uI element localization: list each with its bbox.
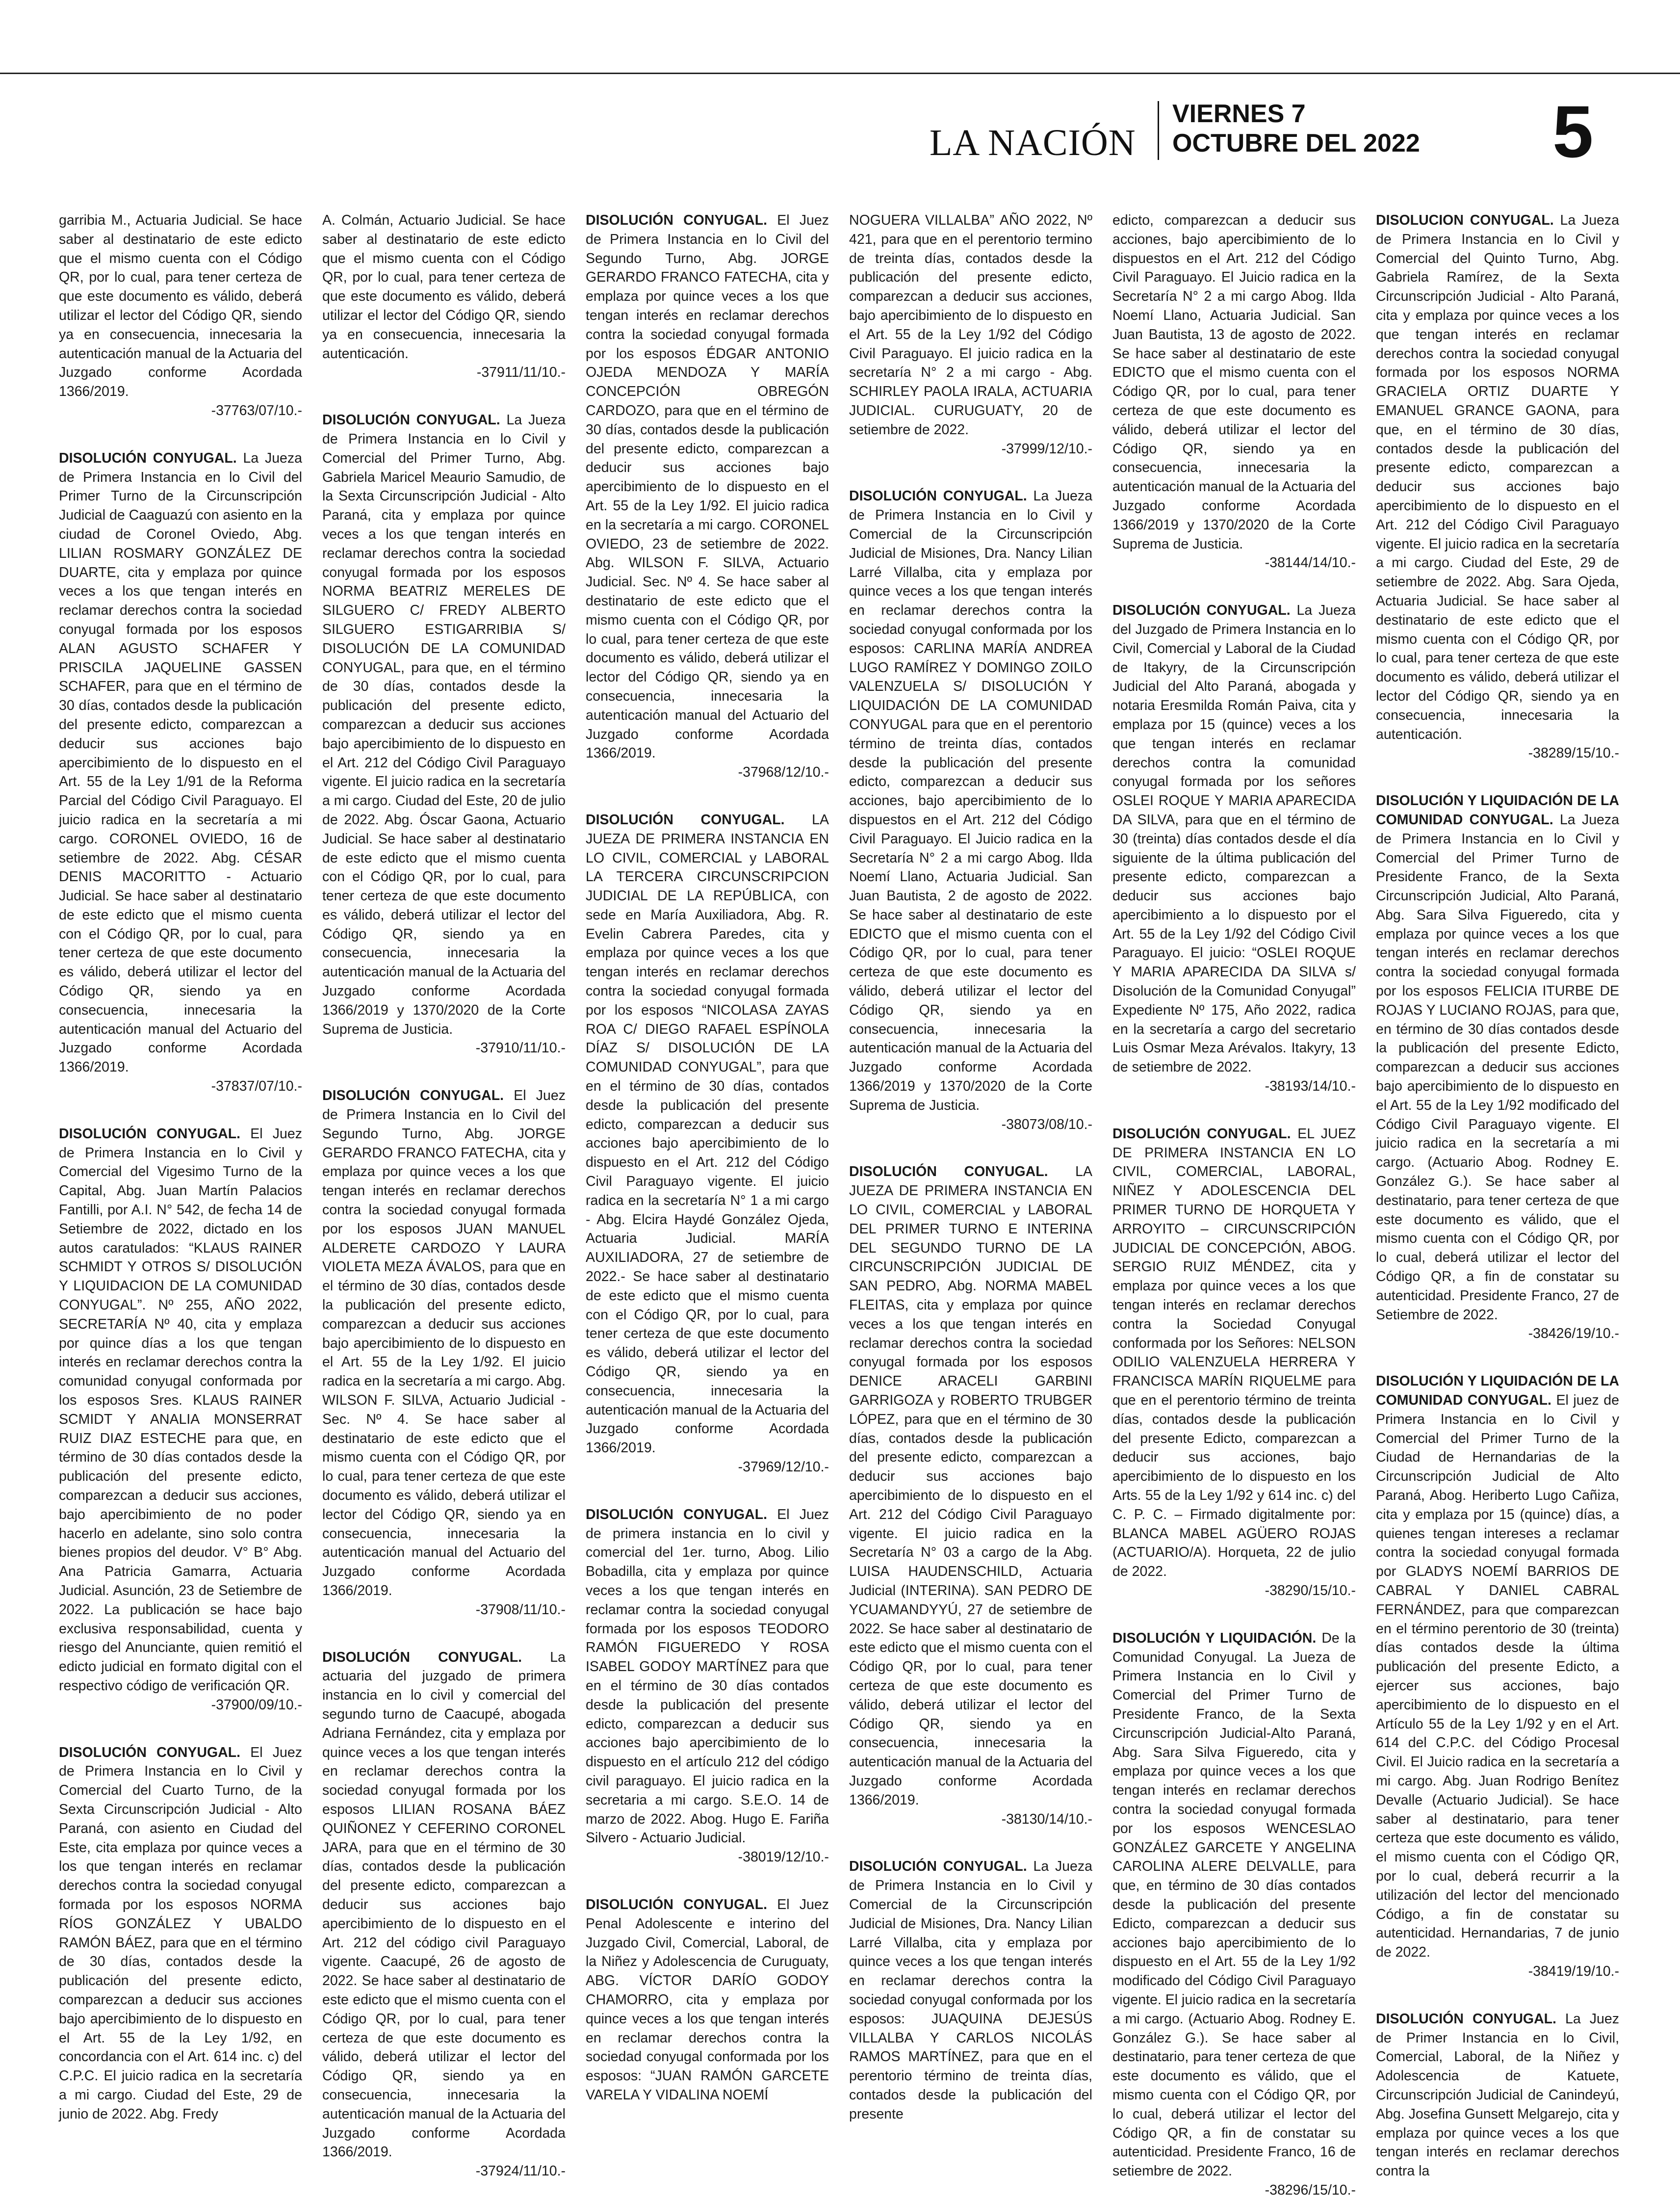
column-1 bbox=[59, 211, 303, 2122]
edict-notice bbox=[322, 1648, 566, 2181]
edict-notice bbox=[1376, 791, 1619, 1343]
edict-notice bbox=[849, 487, 1092, 1134]
notice-body: El Juez de primera instancia en lo civil y comercial del 1er. turno, Abog. Lilio Bobadilla, cita y emplaza por quince veces a los que tengan interés en reclamar contra la sociedad conyugal formada por los esposos TEODORO RAMÓN FIGUEREDO Y ROSA ISABEL GODOY MARTÍNEZ para que en el término de 30 días contados desde la publicación del presente edicto, comparezcan a deducir sus acciones bajo apercibimiento de lo dispuesto en el artículo 212 del código civil paraguayo. El juicio radica en la secretaria a mi cargo. S.E.O. 14 de marzo de 2022. Abog. Hugo E. Fariña Silvero - Actuario Judicial. bbox=[586, 1506, 829, 1846]
notice-reference: -38019/12/10.- bbox=[738, 1849, 829, 1865]
edict-notice bbox=[586, 211, 829, 782]
notice-body: El juez de Primera Instancia en lo Civil y Comercial del Primer Turno de la Ciudad de Hernandarias de la Circunscripción Judicial de Alto Paraná, Abog. Heriberto Lugo Cañiza, cita y emplaza por 15 (quince) días, a quienes tengan intereses a reclamar contra la sociedad conyugal formada por GLADYS NOEMÍ BARRIOS DE CABRAL Y DANIEL CABRAL FERNÁNDEZ, para que comparezcan en el término perentorio de 30 (treinta) días contados desde la última publicación del presente Edicto, a ejercer sus acciones, bajo apercibimiento de lo dispuesto en el Artículo 55 de la Ley 1/92 y en el Art. 614 del C.P.C. del Código Procesal Civil. El Juicio radica en la secretaría a mi cargo. Abg. Juan Rodrigo Benítez Devalle (Actuario Judicial). Se hace saber al destinatario, para tener certeza que este documento es válido, el mismo cuenta con el Código QR, por lo cual, deberá recurrir a la utilización del lector del mencionado Código, a fin de constatar su autenticidad. Hernandarias, 7 de junio de 2022. bbox=[1376, 1392, 1619, 1961]
notice-body: La Jueza de Primera Instancia en lo Civil y Comercial del Quinto Turno, Abg. Gabriela Ramírez, de la Sexta Circunscripción Judicial - Alto Paraná, cita y emplaza por quince veces a los que tengan interés en reclamar derechos contra la sociedad conyugal formada por los esposos NORMA GRACIELA ORTIZ DUARTE Y EMANUEL GRANCE GAONA, para que, en el término de 30 días, contados desde la publicación del presente edicto, comparezcan a deducir sus acciones bajo apercibimiento de lo dispuesto en el Art. 212 del Código Civil Paraguayo vigente. El juicio radica en la secretaría a mi cargo. Ciudad del Este, 29 de setiembre de 2022. Abg. Sara Ojeda, Actuaria Judicial. Se hace saber al destinatario de este edicto que el mismo cuenta con el Código QR, por lo cual, para tener certeza de que este documento es válido, deberá utilizar el lector del Código QR, siendo ya en consecuencia, innecesaria la autenticación. bbox=[1376, 212, 1620, 742]
notice-heading: DISOLUCIÓN CONYUGAL. bbox=[322, 1649, 522, 1665]
notice-heading: DISOLUCIÓN CONYUGAL. bbox=[586, 212, 768, 228]
page-number: 5 bbox=[1552, 90, 1594, 173]
notice-heading: DISOLUCIÓN CONYUGAL. bbox=[1112, 1126, 1291, 1142]
notice-heading: DISOLUCIÓN CONYUGAL. bbox=[59, 1744, 241, 1760]
notice-heading: DISOLUCIÓN CONYUGAL. bbox=[586, 1896, 768, 1912]
edict-notice bbox=[59, 211, 302, 420]
notice-heading: DISOLUCIÓN CONYUGAL. bbox=[59, 1126, 241, 1142]
notice-reference: -37924/11/10.- bbox=[475, 2163, 566, 2179]
notice-body: El Juez de Primera Instancia en lo Civil y Comercial del Vigesimo Turno de la Capital, Abg. Juan Martín Palacios Fantilli, por A.I. N° 542, de fecha 14 de Setiembre de 2022, dictado en los autos caratulados: “KLAUS RAINER SCHMIDT Y OTROS S/ DISOLUCIÓN Y LIQUIDACION DE LA COMUNIDAD CONYUGAL”. Nº 255, AÑO 2022, SECRETARÍA Nº 40, cita y emplaza por quince días a los que tengan interés en reclamar derechos contra la comunidad conyugal conformada por los esposos Sres. KLAUS RAINER SCMIDT Y ANALIA MONSERRAT RUIZ DIAZ ESTECHE para que, en término de 30 días contados desde la publicación del presente edicto, comparezcan a deducir sus acciones, bajo apercibimiento de no poder hacerlo en adelante, sino solo contra bienes propios del deudor. V° B° Abg. Ana Patricia Gamarra, Actuaria Judicial. Asunción, 23 de Setiembre de 2022. La publicación se hace bajo exclusiva responsabilidad, cuenta y riesgo del Anunciante, quien remitió el edicto judicial en formato digital con el respectivo código de verificación QR. bbox=[59, 1126, 302, 1694]
edict-notice bbox=[849, 1857, 1092, 2123]
notice-reference: -38419/19/10.- bbox=[1528, 1963, 1619, 1979]
notice-body: La Jueza de Primera Instancia en lo Civil y Comercial del Primer Turno de Presidente Franco, de la Sexta Circunscripción Judicial, Alto Paraná, Abg. Sara Silva Figueredo, cita y emplaza por quince veces a los que tengan interés en reclamar derechos contra la sociedad conyugal formada por los esposos FELICIA ITURBE DE ROJAS Y LUCIANO ROJAS, para que, en término de 30 días contados desde la publicación del presente Edicto, comparezcan a deducir sus acciones bajo apercibimiento de lo dispuesto en el Art. 55 de la Ley 1/92 modificado del Código Civil Paraguayo vigente. El juicio radica en la secretaría a mi cargo. (Actuario Abog. Rodney E. González G.). Se hace saber al destinatario, para tener certeza de que este documento es válido, que el mismo cuenta con el Código QR, por lo cual, deberá utilizar el lector del Código QR, a fin de constatar su autenticidad. Presidente Franco, 27 de Setiembre de 2022. bbox=[1376, 812, 1619, 1323]
notice-heading: DISOLUCIÓN Y LIQUIDACIÓN DE LA COMUNIDAD CONYUGAL. bbox=[1376, 1373, 1619, 1409]
notice-body: De la Comunidad Conyugal. La Jueza de Primera Instancia en lo Civil y Comercial del Primer Turno de Presidente Franco, de la Sexta Circunscripción Judicial-Alto Paraná, Abg. Sara Silva Figueredo, cita y emplaza por quince veces a los que tengan interés en reclamar derechos contra la sociedad conyugal formada por los esposos WENCESLAO GONZÁLEZ GARCETE Y ANGELINA CAROLINA ALERE DELVALLE, para que, en término de 30 días contados desde la publicación del presente Edicto, comparezcan a deducir sus acciones bajo apercibimiento de lo dispuesto en el Art. 55 de la Ley 1/92 modificado del Código Civil Paraguayo vigente. El juicio radica en la secretaría a mi cargo. (Actuario Abog. Rodney E. González G.). Se hace saber al destinatario, para tener certeza de que este documento es válido, que el mismo cuenta con el Código QR, por lo cual, deberá utilizar el lector del Código QR, a fin de constatar su autenticidad. Presidente Franco, 16 de setiembre de 2022. bbox=[1112, 1630, 1356, 2179]
notice-heading: DISOLUCION CONYUGAL. bbox=[1376, 212, 1554, 228]
notice-reference: -38144/14/10.- bbox=[1265, 555, 1356, 571]
notice-reference: -38426/19/10.- bbox=[1528, 1326, 1619, 1342]
issue-month-year: OCTUBRE DEL 2022 bbox=[1172, 129, 1420, 157]
notice-heading: DISOLUCIÓN CONYUGAL. bbox=[1376, 2011, 1556, 2027]
notice-reference: -37900/09/10.- bbox=[211, 1697, 302, 1713]
notice-body: La Jueza de Primera Instancia en lo Civil y Comercial de la Circunscripción Judicial de Misiones, Dra. Nancy Lilian Larré Villalba, cita y emplaza por quince veces a los que tengan interés en reclamar derechos contra la sociedad conyugal conformada por los esposos: JUAQUINA DEJESÚS VILLALBA Y CARLOS NICOLÁS RAMOS MARTÍNEZ, para que en el perentorio término de treinta días, contados desde la publicación del presente bbox=[849, 1859, 1093, 2122]
notice-body: edicto, comparezcan a deducir sus acciones, bajo apercibimiento de lo dispuestos en el Art. 212 del Código Civil Paraguayo. El Juicio radica en la Secretaría N° 2 a mi cargo Abog. Ilda Noemí Llano, Actuaria Judicial. San Juan Bautista, 13 de agosto de 2022. Se hace saber al destinatario de este EDICTO que el mismo cuenta con el Código QR, por lo cual, para tener certeza de que este documento es válido, deberá utilizar el lector del Código QR, siendo ya en consecuencia, innecesaria la autenticación manual de la Actuaria del Juzgado conforme Acordada 1366/2019 y 1370/2020 de la Corte Suprema de Justicia. bbox=[1112, 212, 1356, 552]
edict-notice bbox=[586, 1895, 829, 2105]
notice-heading: DISOLUCIÓN Y LIQUIDACIÓN DE LA COMUNIDAD CONYUGAL. bbox=[1376, 793, 1619, 828]
column-6 bbox=[1376, 211, 1620, 2179]
notice-reference: -37763/07/10.- bbox=[211, 402, 302, 419]
notice-reference: -37968/12/10.- bbox=[738, 764, 829, 781]
edict-notice bbox=[849, 1162, 1092, 1829]
column-3 bbox=[586, 211, 829, 2115]
notice-reference: -37908/11/10.- bbox=[475, 1601, 566, 1618]
notice-reference: -37969/12/10.- bbox=[738, 1459, 829, 1475]
masthead bbox=[883, 90, 1609, 173]
notice-reference: -38296/15/10.- bbox=[1265, 2182, 1356, 2198]
edict-notice bbox=[586, 811, 829, 1477]
notice-body: La actuaria del juzgado de primera instancia en lo civil y comercial del segundo turno de Caacupé, abogada Adriana Fernández, cita y emplaza por quince veces a los que tengan interés en reclamar derechos contra la sociedad conyugal formada por los esposos LILIAN ROSANA BÁEZ QUIÑONEZ Y CEFERINO CORONEL JARA, para que en el término de 30 días, contados desde la publicación del presente edicto, comparezcan a deducir sus acciones bajo apercibimiento de lo dispuesto en el Art. 212 del código civil Paraguayo vigente. Caacupé, 26 de agosto de 2022. Se hace saber al destinatario de este edicto que el mismo cuenta con el Código QR, por lo cual, para tener certeza de que este documento es válido, deberá utilizar el lector del Código QR, siendo ya en consecuencia, innecesaria la autenticación manual de la Actuaria del Juzgado conforme Acordada 1366/2019. bbox=[322, 1649, 566, 2160]
notice-heading: DISOLUCIÓN CONYUGAL. bbox=[849, 1859, 1027, 1875]
notice-reference: -37837/07/10.- bbox=[211, 1078, 302, 1095]
column-2 bbox=[322, 211, 566, 2179]
notice-heading: DISOLUCIÓN CONYUGAL. bbox=[849, 1164, 1048, 1180]
notice-body: La Jueza del Juzgado de Primera Instancia en lo Civil, Comercial y Laboral de la Ciudad de Itakyry, de la Circunscripción Judicial del Alto Paraná, abogada y notaria Eresmilda Román Paiva, cita y emplaza por 15 (quince) veces a los que tengan interés en reclamar derechos contra la comunidad conyugal formada por los señores OSLEI ROQUE Y MARIA APARECIDA DA SILVA, para que en el término de 30 (treinta) días contados desde el día siguiente de la última publicación del presente edicto, comparezcan a deducir sus acciones bajo apercibimiento a lo dispuesto por el Art. 55 de la Ley 1/92 del Código Civil Paraguayo. El juicio: “OSLEI ROQUE Y MARIA APARECIDA DA SILVA s/ Disolución de la Comunidad Conyugal” Expediente Nº 175, Año 2022, radica en la secretaría a cargo del secretario Luis Osmar Meza Arévalos. Itakyry, 13 de setiembre de 2022. bbox=[1112, 602, 1356, 1075]
edict-notice bbox=[1112, 601, 1356, 1096]
edict-notice bbox=[1376, 211, 1619, 763]
edict-notice bbox=[1112, 211, 1356, 573]
notice-body: garribia M., Actuaria Judicial. Se hace saber al destinatario de este edicto que el mismo cuenta con el Código QR, por lo cual, para tener certeza de que este documento es válido, deberá utilizar el lector del Código QR, siendo ya en consecuencia, innecesaria la autenticación manual de la Actuaria del Juzgado conforme Acordada 1366/2019. bbox=[59, 212, 302, 400]
notice-heading: DISOLUCIÓN CONYUGAL. bbox=[586, 1506, 768, 1522]
notice-reference: -38289/15/10.- bbox=[1528, 745, 1619, 761]
notice-heading: DISOLUCIÓN CONYUGAL. bbox=[322, 412, 500, 428]
notice-reference: -38073/08/10.- bbox=[1001, 1116, 1092, 1132]
notice-body: La Jueza de Primera Instancia en lo Civil y Comercial del Primer Turno, Abg. Gabriela Maricel Meaurio Samudio, de la Sexta Circunscripción Judicial - Alto Paraná, cita y emplaza por quince veces a los que tengan interés en reclamar derechos contra la sociedad conyugal formada por los esposos NORMA BEATRIZ MERELES DE SILGUERO C/ FREDY ALBERTO SILGUERO ESTIGARRIBIA S/ DISOLUCIÓN DE LA COMUNIDAD CONYUGAL, para que, en el término de 30 días, contados desde la publicación del presente edicto, comparezcan a deducir sus acciones bajo apercibimiento de lo dispuesto en el Art. 212 del Código Civil Paraguayo vigente. El juicio radica en la secretaría a mi cargo. Ciudad del Este, 20 de julio de 2022. Abg. Óscar Gaona, Actuario Judicial. Se hace saber al destinatario de este edicto que el mismo cuenta con el Código QR, por lo cual, para tener certeza de que este documento es válido, deberá utilizar el lector del Código QR, siendo ya en consecuencia, innecesaria la autenticación manual de la Actuaria del Juzgado conforme Acordada 1366/2019 y 1370/2020 de la Corte Suprema de Justicia. bbox=[322, 412, 566, 1037]
notice-body: LA JUEZA DE PRIMERA INSTANCIA EN LO CIVIL, COMERCIAL y LABORAL DEL PRIMER TURNO E INTERINA DEL SEGUNDO TURNO DE LA CIRCUNSCRIPCIÓN JUDICIAL DE SAN PEDRO, Abg. NORMA MABEL FLEITAS, cita y emplaza por quince veces a los que tengan interés en reclamar derechos contra la sociedad conyugal formada por los esposos DENICE ARACELI GARBINI GARRIGOZA y ROBERTO TRUBGER LÓPEZ, para que en el término de 30 días, contados desde la publicación del presente edicto, comparezcan a deducir sus acciones bajo apercibimiento de lo dispuesto en el Art. 212 del Código Civil Paraguayo vigente. El juicio radica en la Secretaría N° 03 a cargo de la Abg. LUISA HAUDENSCHILD, Actuaria Judicial (INTERINA). SAN PEDRO DE YCUAMANDYYÚ, 27 de setiembre de 2022. Se hace saber al destinatario de este edicto que el mismo cuenta con el Código QR, por lo cual, para tener certeza de que este documento es válido, deberá utilizar el lector del Código QR, siendo ya en consecuencia, innecesaria la autenticación manual de la Actuaria del Juzgado conforme Acordada 1366/2019. bbox=[849, 1164, 1093, 1808]
notice-heading: DISOLUCIÓN CONYUGAL. bbox=[586, 812, 785, 828]
notice-body: El Juez de Primera Instancia en lo Civil y Comercial del Cuarto Turno, de la Sexta Circunscripción Judicial - Alto Paraná, con asiento en Ciudad del Este, cita emplaza por quince veces a los que tengan interés en reclamar derechos contra la sociedad conyugal formada por los esposos NORMA RÍOS GONZÁLEZ Y UBALDO RAMÓN BÁEZ, para que en el término de 30 días, contados desde la publicación del presente edicto, comparezcan a deducir sus acciones bajo apercibimiento de lo dispuesto en el Art. 55 de la Ley 1/92, en concordancia con el Art. 614 inc. c) del C.P.C. El juicio radica en la secretaría a mi cargo. Ciudad del Este, 29 de junio de 2022. Abg. Fredy bbox=[59, 1744, 302, 2122]
notice-body: EL JUEZ DE PRIMERA INSTANCIA EN LO CIVIL, COMERCIAL, LABORAL, NIÑEZ Y ADOLESCENCIA DEL PRIMER TURNO DE HORQUETA Y ARROYITO – CIRCUNSCRIPCIÓN JUDICIAL DE CONCEPCIÓN, ABOG. SERGIO RUIZ MÉNDEZ, cita y emplaza por quince veces a los que tengan interés en reclamar derechos contra la Sociedad Conyugal conformada por los Señores: NELSON ODILIO VALENZUELA HERRERA Y FRANCISCA MARÍN RIQUELME para que en el perentorio término de treinta días, contados desde la publicación del presente Edicto, comparezcan a deducir sus acciones, bajo apercibimiento de lo dispuesto en los Arts. 55 de la Ley 1/92 y 614 inc. c) del C. P. C. – Firmado digitalmente por: BLANCA MABEL AGÜERO ROJAS (ACTUARIO/A). Horqueta, 22 de julio de 2022. bbox=[1112, 1126, 1356, 1580]
notice-heading: DISOLUCIÓN CONYUGAL. bbox=[59, 450, 237, 466]
notice-body: LA JUEZA DE PRIMERA INSTANCIA EN LO CIVIL, COMERCIAL y LABORAL LA TERCERA CIRCUNSCRIPCION JUDICIAL DE LA REPÚBLICA, con sede en María Auxiliadora, Abg. R. Evelin Cabrera Paredes, cita y emplaza por quince veces a los que tengan interés en reclamar derechos contra la sociedad conyugal formada por los esposos “NICOLASA ZAYAS ROA C/ DIEGO RAFAEL ESPÍNOLA DÍAZ S/ DISOLUCIÓN DE LA COMUNIDAD CONYUGAL”, para que en el término de 30 días, contados desde la publicación del presente edicto, comparezcan a deducir sus acciones bajo apercibimiento de lo dispuesto en el Art. 212 del Código Civil Paraguayo vigente. El juicio radica en la secretaría N° 1 a mi cargo - Abg. Elcira Haydé González Ojeda, Actuaria Judicial. MARÍA AUXILIADORA, 27 de setiembre de 2022.- Se hace saber al destinatario de este edicto que el mismo cuenta con el Código QR, por lo cual, para tener certeza de que este documento es válido, deberá utilizar el lector del Código QR, siendo ya en consecuencia, innecesaria la autenticación manual de la Actuaria del Juzgado conforme Acordada 1366/2019. bbox=[586, 812, 829, 1456]
notice-body: La Jueza de Primera Instancia en lo Civil del Primer Turno de la Circunscripción Judicial de Caaguazú con asiento en la ciudad de Coronel Oviedo, Abg. LILIAN ROSMARY GONZÁLEZ DE DUARTE, cita y emplaza por quince veces a los que tengan interés en reclamar derechos contra la sociedad conyugal formada por los esposos ALAN AGUSTO SCHAFER Y PRISCILA JAQUELINE GASSEN SCHAFER, para que en el término de 30 días, contados desde la publicación del presente edicto, comparezcan a deducir sus acciones bajo apercibimiento de lo dispuesto en el Art. 55 de la Ley 1/91 de la Reforma Parcial del Código Civil Paraguayo. El juicio radica en la secretaría a mi cargo. CORONEL OVIEDO, 16 de setiembre de 2022. Abg. CÉSAR DENIS MACORITTO - Actuario Judicial. Se hace saber al destinatario de este edicto que el mismo cuenta con el Código QR, por lo cual, para tener certeza de que este documento es válido, deberá utilizar el lector del Código QR, siendo ya en consecuencia, innecesaria la autenticación manual del Actuario del Juzgado conforme Acordada 1366/2019. bbox=[59, 450, 303, 1075]
issue-date bbox=[1172, 99, 1420, 158]
edict-notice bbox=[849, 211, 1092, 458]
header-rule bbox=[0, 73, 1680, 74]
notice-body: A. Colmán, Actuario Judicial. Se hace saber al destinatario de este edicto que el mismo cuenta con el Código QR, por lo cual, para tener certeza de que este documento es válido, deberá utilizar el lector del Código QR, siendo ya en consecuencia, innecesaria la autenticación. bbox=[322, 212, 566, 362]
notice-reference: -37910/11/10.- bbox=[475, 1040, 566, 1056]
edict-notice bbox=[1376, 2010, 1619, 2181]
edict-notice bbox=[59, 449, 302, 1096]
edict-notice bbox=[1112, 1629, 1356, 2200]
edict-notice bbox=[59, 1743, 302, 2124]
notice-body: La Juez de Primer Instancia en lo Civil, Comercial, Laboral, de la Niñez y Adolescencia de Katuete, Circunscripción Judicial de Canindeyú, Abg. Josefina Gunsett Melgarejo, cita y emplaza por quince veces a los que tengan interés en reclamar derechos contra la bbox=[1376, 2011, 1620, 2179]
edict-notice bbox=[322, 211, 566, 382]
notice-reference: -38193/14/10.- bbox=[1265, 1078, 1356, 1095]
notice-body: El Juez de Primera Instancia en lo Civil del Segundo Turno, Abg. JORGE GERARDO FRANCO FATECHA, cita y emplaza por quince veces a los que tengan interés en reclamar derechos contra la sociedad conyugal formada por los esposos ÉDGAR ANTONIO OJEDA MENDOZA Y MARÍA CONCEPCIÓN OBREGÓN CARDOZO, para que en el término de 30 días, contados desde la publicación del presente edicto, comparezcan a deducir sus acciones bajo apercibimiento de lo dispuesto en el Art. 55 de la Ley 1/92. El juicio radica en la secretaría a mi cargo. CORONEL OVIEDO, 23 de setiembre de 2022. Abg. WILSON F. SILVA, Actuario Judicial. Sec. Nº 4. Se hace saber al destinatario de este edicto que el mismo cuenta con el Código QR, por lo cual, para tener certeza de que este documento es válido, deberá utilizar el lector del Código QR, siendo ya en consecuencia, innecesaria la autenticación manual del Actuario del Juzgado conforme Acordada 1366/2019. bbox=[586, 212, 829, 761]
notice-reference: -37911/11/10.- bbox=[476, 365, 566, 381]
notice-body: El Juez de Primera Instancia en lo Civil del Segundo Turno, Abg. JORGE GERARDO FRANCO FATECHA, cita y emplaza por quince veces a los que tengan interés en reclamar derechos contra la sociedad conyugal formada por los esposos JUAN MANUEL ALDERETE CARDOZO Y LAURA VIOLETA MEZA ÁVALOS, para que en el término de 30 días, contados desde la publicación del presente edicto, comparezcan a deducir sus acciones bajo apercibimiento de lo dispuesto en el Art. 55 de la Ley 1/92. El juicio radica en la secretaría a mi cargo. Abg. WILSON F. SILVA, Actuario Judicial - Sec. Nº 4. Se hace saber al destinatario de este edicto que el mismo cuenta con el Código QR, por lo cual, para tener certeza de que este documento es válido, deberá utilizar el lector del Código QR, siendo ya en consecuencia, innecesaria la autenticación manual del Actuario del Juzgado conforme Acordada 1366/2019. bbox=[322, 1088, 566, 1598]
notice-heading: DISOLUCIÓN CONYUGAL. bbox=[849, 488, 1027, 504]
notice-heading: DISOLUCIÓN CONYUGAL. bbox=[322, 1088, 504, 1104]
edict-notice bbox=[1376, 1372, 1619, 1981]
edict-notice bbox=[586, 1505, 829, 1867]
notice-body: El Juez Penal Adolescente e interino del Juzgado Civil, Comercial, Laboral, de la Niñez y Adolescencia de Curuguaty, ABG. VÍCTOR DARÍO GODOY CHAMORRO, cita y emplaza por quince veces a los que tengan interés en reclamar derechos contra la sociedad conyugal conformada por los esposos: “JUAN RAMÓN GARCETE VARELA Y VIDALINA NOEMÍ bbox=[586, 1896, 829, 2103]
column-5 bbox=[1112, 211, 1356, 2198]
column-4 bbox=[849, 211, 1093, 2122]
edict-notice bbox=[322, 411, 566, 1058]
newspaper-logo: LA NACIÓN bbox=[930, 122, 1136, 163]
notice-body: NOGUERA VILLALBA” AÑO 2022, Nº 421, para que en el perentorio termino de treinta días, contados desde la publicación del presente edicto, comparezcan a deducir sus acciones, bajo apercibimiento de lo dispuesto en el Art. 55 de la Ley 1/92 del Código Civil Paraguayo. El juicio radica en la secretaría N° 2 a mi cargo - Abg. SCHIRLEY PAOLA IRALA, ACTUARIA JUDICIAL. CURUGUATY, 20 de setiembre de 2022. bbox=[849, 212, 1092, 438]
notice-heading: DISOLUCIÓN Y LIQUIDACIÓN. bbox=[1112, 1630, 1317, 1646]
issue-day: VIERNES 7 bbox=[1172, 100, 1306, 128]
edict-notice bbox=[1112, 1125, 1356, 1600]
notice-reference: -38290/15/10.- bbox=[1265, 1582, 1356, 1598]
edict-notice bbox=[322, 1086, 566, 1619]
notice-reference: -38130/14/10.- bbox=[1001, 1811, 1092, 1827]
notice-reference: -37999/12/10.- bbox=[1001, 441, 1092, 457]
notice-heading: DISOLUCIÓN CONYUGAL. bbox=[1112, 602, 1291, 619]
notice-body: La Jueza de Primera Instancia en lo Civil y Comercial de la Circunscripción Judicial de Misiones, Dra. Nancy Lilian Larré Villalba, cita y emplaza por quince veces a los que tengan interés en reclamar derechos contra la sociedad conyugal conformada por los esposos: CARLINA MARÍA ANDREA LUGO RAMÍREZ Y DOMINGO ZOILO VALENZUELA S/ DISOLUCIÓN Y LIQUIDACIÓN DE LA COMUNIDAD CONYUGAL para que en el perentorio término de treinta días, contados desde la publicación del presente edicto, comparezcan a deducir sus acciones, bajo apercibimiento de lo dispuestos en el Art. 212 del Código Civil Paraguayo. El Juicio radica en la Secretaría N° 2 a mi cargo Abog. Ilda Noemí Llano, Actuaria Judicial. San Juan Bautista, 2 de agosto de 2022. Se hace saber al destinatario de este EDICTO que el mismo cuenta con el Código QR, por lo cual, para tener certeza de que este documento es válido, deberá utilizar el lector del Código QR, siendo ya en consecuencia, innecesaria la autenticación manual de la Actuaria del Juzgado conforme Acordada 1366/2019 y 1370/2020 de la Corte Suprema de Justicia. bbox=[849, 488, 1093, 1113]
masthead-divider bbox=[1158, 101, 1159, 160]
edict-notice bbox=[59, 1125, 302, 1715]
